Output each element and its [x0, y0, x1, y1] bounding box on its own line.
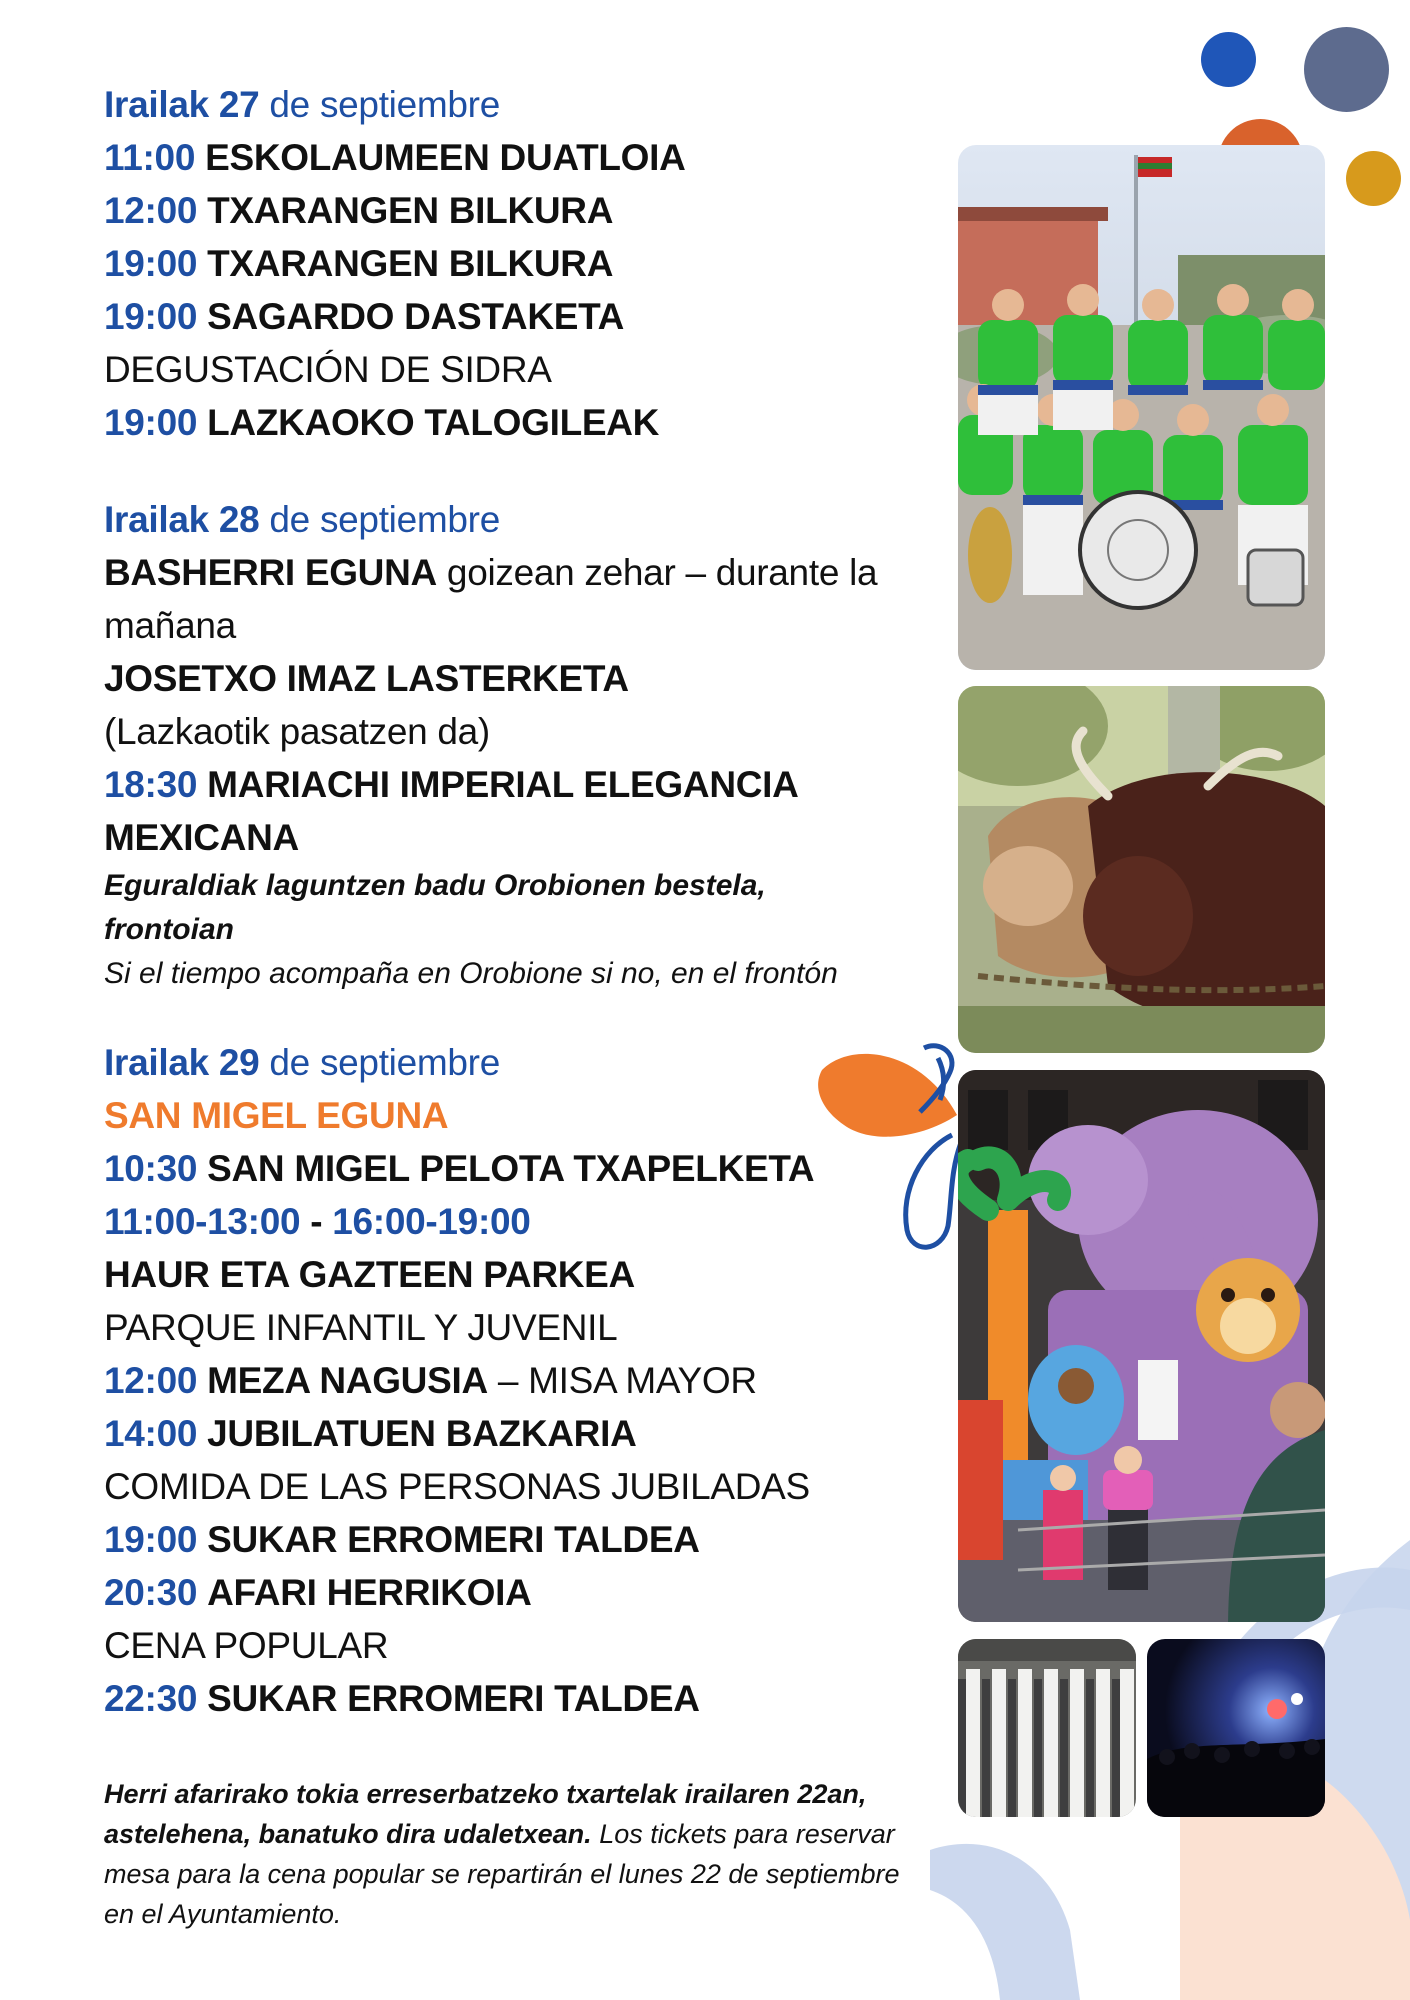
event-row — [104, 546, 904, 599]
event-row — [104, 1354, 904, 1407]
event-time: 12:00 — [104, 190, 198, 231]
day-27-section — [104, 78, 904, 449]
program-schedule — [104, 78, 904, 1725]
event-time: 19:00 — [104, 296, 198, 337]
event-row — [104, 184, 904, 237]
ticket-footnote — [104, 1774, 904, 1934]
photo-inflatable-park — [958, 1070, 1325, 1622]
event-title: JUBILATUEN BAZKARIA — [207, 1413, 637, 1454]
event-time: 16:00-19:00 — [332, 1201, 531, 1242]
event-subtitle: DEGUSTACIÓN DE SIDRA — [104, 349, 552, 390]
event-title: LAZKAOKO TALOGILEAK — [207, 402, 660, 443]
slate-dot-decoration — [1304, 27, 1389, 112]
weather-note-spanish: Si el tiempo acompaña en Orobione si no, en el frontón — [104, 957, 838, 990]
event-description: goizean zehar – durante la — [446, 552, 878, 593]
event-time: 14:00 — [104, 1413, 198, 1454]
photo-popular-dinner — [958, 1639, 1136, 1817]
event-row — [104, 1513, 904, 1566]
day-28-section — [104, 493, 904, 996]
event-time: 10:30 — [104, 1148, 198, 1189]
event-time: 19:00 — [104, 243, 198, 284]
event-time: 11:00 — [104, 137, 196, 178]
event-row — [104, 237, 904, 290]
event-row — [104, 1142, 904, 1195]
event-title: ESKOLAUMEEN DUATLOIA — [205, 137, 686, 178]
event-time: 11:00-13:00 — [104, 1201, 301, 1242]
mustard-dot-decoration — [1346, 151, 1401, 206]
event-time: 19:00 — [104, 1519, 198, 1560]
event-title: SUKAR ERROMERI TALDEA — [207, 1678, 700, 1719]
weather-note-basque: Eguraldiak laguntzen badu Orobionen bestela, — [104, 869, 766, 902]
event-title: SAGARDO DASTAKETA — [207, 296, 625, 337]
blue-dot-decoration — [1201, 32, 1256, 87]
event-row — [104, 396, 904, 449]
event-description: – MISA MAYOR — [497, 1360, 757, 1401]
day-29-section — [104, 1036, 904, 1725]
event-title: JOSETXO IMAZ LASTERKETA — [104, 658, 629, 699]
san-migel-highlight: SAN MIGEL EGUNA — [104, 1095, 449, 1136]
event-subtitle: COMIDA DE LAS PERSONAS JUBILADAS — [104, 1466, 810, 1507]
time-separator: - — [310, 1201, 323, 1242]
event-time: 18:30 — [104, 764, 198, 805]
photo-night-concert — [1147, 1639, 1325, 1817]
event-title: HAUR ETA GAZTEEN PARKEA — [104, 1254, 635, 1295]
event-title: SUKAR ERROMERI TALDEA — [207, 1519, 700, 1560]
event-title: AFARI HERRIKOIA — [207, 1572, 532, 1613]
ticket-footnote-spanish: Los tickets para reservar mesa para la cena popular se repartirán el lunes 22 de septiembre en el Ayuntamiento. — [104, 1819, 900, 1929]
day-28-heading-bold: Irailak 28 — [104, 499, 260, 540]
ticket-footnote-basque: Herri afarirako tokia erreserbatzeko txartelak irailaren 22an, astelehena, banatuko dira udaletxean. — [104, 1779, 867, 1849]
event-row — [104, 1407, 904, 1460]
day-29-heading — [104, 1036, 904, 1089]
day-28-heading — [104, 493, 904, 546]
day-29-heading-rest: de septiembre — [269, 1042, 500, 1083]
event-time: 20:30 — [104, 1572, 198, 1613]
day-28-heading-rest: de septiembre — [269, 499, 500, 540]
event-title: BASHERRI EGUNA — [104, 552, 437, 593]
photo-brass-band — [958, 145, 1325, 670]
event-subtitle: CENA POPULAR — [104, 1625, 389, 1666]
event-row — [104, 290, 904, 343]
event-row — [104, 1672, 904, 1725]
photo-oxen — [958, 686, 1325, 1053]
event-title: SAN MIGEL PELOTA TXAPELKETA — [207, 1148, 815, 1189]
event-note: (Lazkaotik pasatzen da) — [104, 711, 490, 752]
event-time: 19:00 — [104, 402, 198, 443]
event-title: MEZA NAGUSIA — [207, 1360, 488, 1401]
event-time: 22:30 — [104, 1678, 198, 1719]
event-title-continued: MEXICANA — [104, 817, 299, 858]
day-29-heading-bold: Irailak 29 — [104, 1042, 260, 1083]
event-time-range-row — [104, 1195, 904, 1248]
event-description-continued: mañana — [104, 605, 236, 646]
event-row — [104, 1566, 904, 1619]
day-27-heading-rest: de septiembre — [269, 84, 500, 125]
day-27-heading — [104, 78, 904, 131]
event-subtitle: PARQUE INFANTIL Y JUVENIL — [104, 1307, 618, 1348]
weather-note-basque-continued: frontoian — [104, 913, 234, 946]
day-27-heading-bold: Irailak 27 — [104, 84, 260, 125]
event-time: 12:00 — [104, 1360, 198, 1401]
event-row — [104, 758, 904, 811]
event-title: MARIACHI IMPERIAL ELEGANCIA — [207, 764, 799, 805]
event-title: TXARANGEN BILKURA — [207, 243, 614, 284]
event-row — [104, 131, 904, 184]
event-title: TXARANGEN BILKURA — [207, 190, 614, 231]
